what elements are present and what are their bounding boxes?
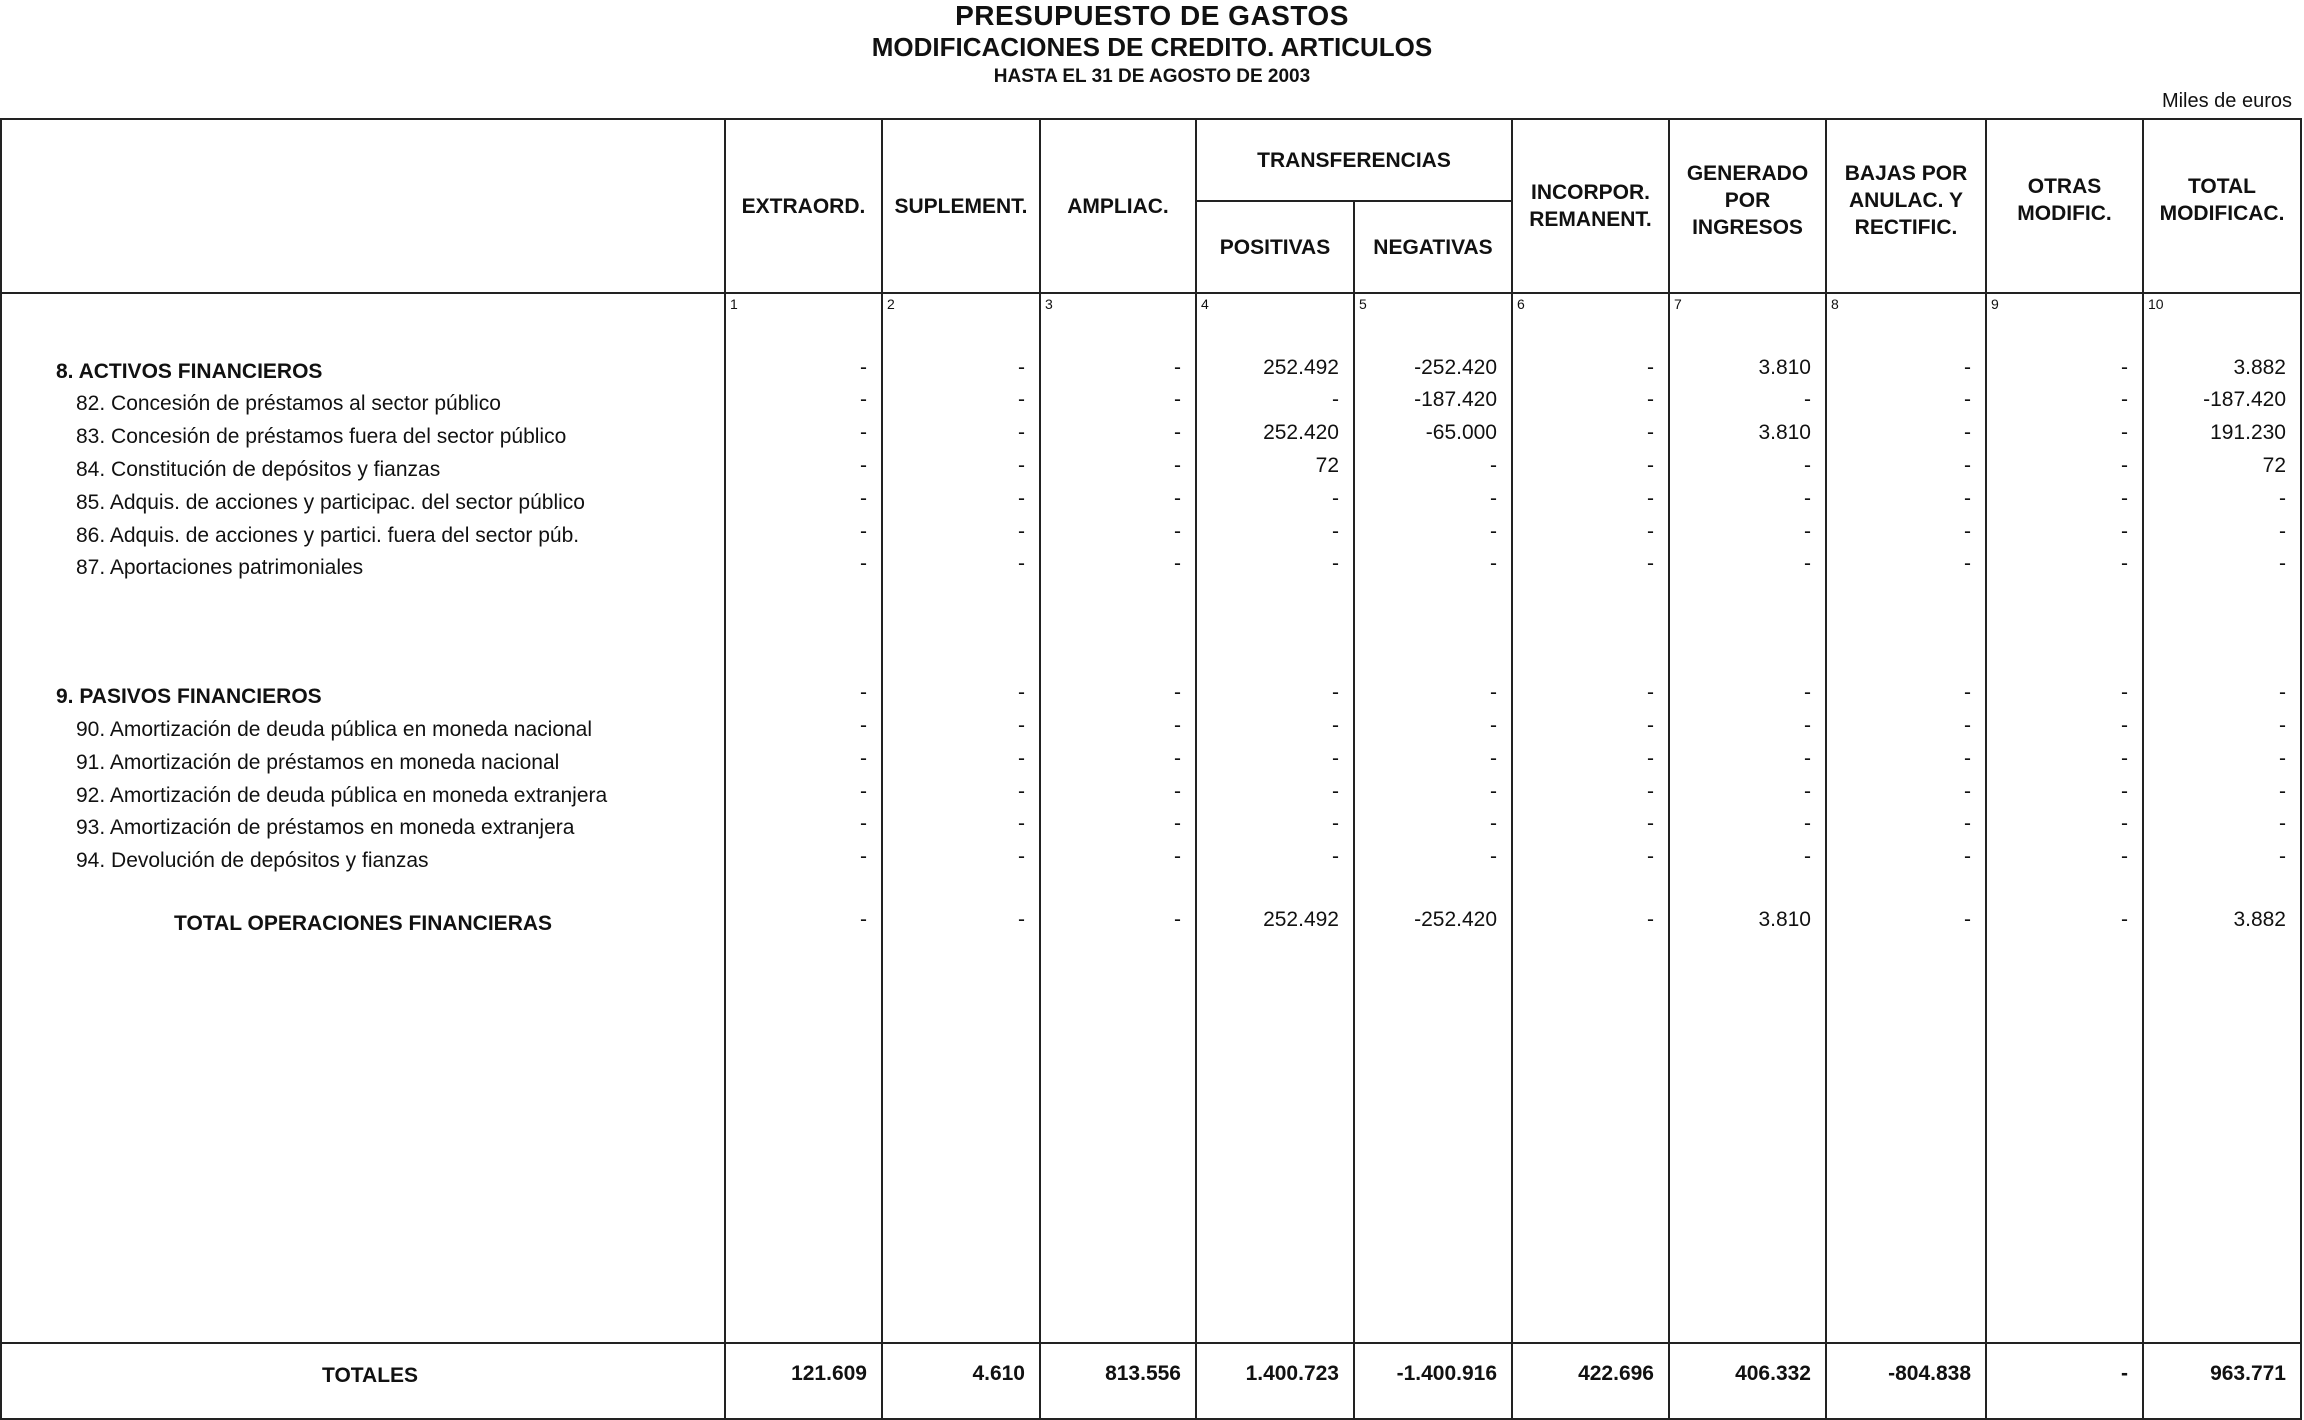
table-cell: - [860,421,867,444]
col-header-transferencias: TRANSFERENCIAS [1257,148,1451,172]
table-cell: - [1018,356,1025,379]
table-cell: - [1804,845,1811,868]
table-cell: - [1647,908,1654,931]
table-cell: - [1174,780,1181,803]
table-cell: - [1018,520,1025,543]
table-cell: - [1332,845,1339,868]
col-header-ampliac: AMPLIAC. [1067,194,1169,218]
table-cell: - [1647,812,1654,835]
row-label: 8. ACTIVOS FINANCIEROS [56,360,323,383]
table-cell: - [1174,454,1181,477]
table-cell: - [860,747,867,770]
row-label: 92. Amortización de deuda pública en moneda extranjera [76,784,608,807]
table-cell: - [1647,356,1654,379]
table-cell: - [1647,520,1654,543]
table-cell: - [2121,487,2128,510]
row-label: TOTAL OPERACIONES FINANCIERAS [174,912,553,935]
table-cell: - [1804,681,1811,704]
column-number: 8 [1831,296,1839,312]
totals-cell: 4.610 [972,1362,1025,1385]
col-header-bajas: BAJAS POR ANULAC. Y RECTIFIC. [1844,161,1968,239]
table-cell: -187.420 [2203,388,2286,411]
column-number: 1 [730,296,738,312]
table-cell: - [1174,487,1181,510]
table-cell: - [1490,454,1497,477]
column-number: 4 [1201,296,1209,312]
header-bottom-line [2,292,2300,294]
table-cell: - [860,780,867,803]
table-cell: - [1964,356,1971,379]
table-cell: - [1647,388,1654,411]
report-subtitle: MODIFICACIONES DE CREDITO. ARTICULOS [871,32,1433,62]
row-label: 93. Amortización de préstamos en moneda extranjera [76,816,575,839]
column-number: 3 [1045,296,1053,312]
table-cell: - [2121,780,2128,803]
table-cell: 3.810 [1758,908,1811,931]
column-number: 6 [1517,296,1525,312]
table-cell: - [2279,681,2286,704]
table-cell: - [860,454,867,477]
table-cell: - [1018,487,1025,510]
table-cell: - [1964,714,1971,737]
totals-cell: - [2121,1362,2128,1385]
table-cell: - [1804,388,1811,411]
totals-cell: -1.400.916 [1396,1362,1497,1385]
table-cell: - [1964,908,1971,931]
table-cell: - [1018,747,1025,770]
table-cell: - [1018,780,1025,803]
table-cell: - [1332,747,1339,770]
table-cell: - [1490,520,1497,543]
table-cell: - [1647,747,1654,770]
table-cell: - [1174,714,1181,737]
row-label: 84. Constitución de depósitos y fianzas [76,458,441,481]
table-cell: - [1174,520,1181,543]
table-cell: -252.420 [1414,356,1497,379]
table-cell: - [1964,845,1971,868]
col-divider [1353,200,1355,1418]
table-cell: - [2279,780,2286,803]
table-cell: - [1018,812,1025,835]
table-cell: - [2121,356,2128,379]
table-cell: 3.810 [1758,421,1811,444]
col-divider [724,120,726,1418]
col-header-otras: OTRAS MODIFIC. [2017,175,2112,225]
table-cell: - [1332,388,1339,411]
table-cell: - [2121,681,2128,704]
table-cell: - [860,845,867,868]
table-cell: - [1174,812,1181,835]
table-cell: - [2121,747,2128,770]
row-label: 82. Concesión de préstamos al sector público [76,392,501,415]
row-label: 83. Concesión de préstamos fuera del sector público [76,425,567,448]
table-cell: - [1174,388,1181,411]
table-cell: - [1332,520,1339,543]
units-label: Miles de euros [2161,90,2292,112]
table-cell: 191.230 [2210,421,2286,444]
table-cell: - [860,388,867,411]
table-cell: - [2279,714,2286,737]
table-cell: - [1647,681,1654,704]
table-cell: - [1174,356,1181,379]
col-header-suplement: SUPLEMENT. [894,194,1028,218]
table-cell: - [1647,845,1654,868]
table-cell: 252.492 [1263,908,1339,931]
table-cell: - [1804,552,1811,575]
table-cell: - [1018,714,1025,737]
table-cell: - [1174,845,1181,868]
table-cell: - [1490,845,1497,868]
table-cell: - [1647,487,1654,510]
table-cell: - [1964,487,1971,510]
table-cell: - [1490,780,1497,803]
table-cell: - [1332,552,1339,575]
table-cell: - [1647,780,1654,803]
col-header-incorpor: INCORPOR. REMANENT. [1529,181,1652,231]
col-header-total: TOTAL MODIFICAC. [2159,175,2285,225]
table-cell: - [1332,487,1339,510]
table-cell: - [1964,812,1971,835]
table-cell: - [1490,812,1497,835]
table-cell: - [1332,780,1339,803]
table-cell: - [1018,845,1025,868]
totals-cell: 813.556 [1105,1362,1181,1385]
table-cell: - [1018,552,1025,575]
table-cell: - [1018,421,1025,444]
col-header-generado: GENERADO POR INGRESOS [1686,161,1809,239]
col-header-positivas: POSITIVAS [1219,235,1331,259]
table-cell: - [860,812,867,835]
col-divider [1039,120,1041,1418]
row-label: 86. Adquis. de acciones y partici. fuera del sector púb. [76,524,580,547]
table-cell: - [2121,714,2128,737]
table-cell: - [2121,520,2128,543]
col-divider [1511,120,1513,1418]
table-cell: - [1174,421,1181,444]
col-header-extraord: EXTRAORD. [741,194,866,218]
table-cell: - [2279,747,2286,770]
column-number: 7 [1674,296,1682,312]
table-cell: 3.882 [2233,356,2286,379]
table-cell: - [1964,681,1971,704]
row-label: 91. Amortización de préstamos en moneda nacional [76,751,560,774]
table-cell: - [1018,908,1025,931]
totals-cell: 422.696 [1578,1362,1654,1385]
table-cell: - [1018,454,1025,477]
table-cell: - [1964,747,1971,770]
table-cell: - [2279,845,2286,868]
table-cell: - [2279,812,2286,835]
table-cell: - [1804,487,1811,510]
table-cell: - [2279,520,2286,543]
table-cell: - [1804,747,1811,770]
table-cell: - [1804,780,1811,803]
table-cell: - [1174,908,1181,931]
row-label: 90. Amortización de deuda pública en moneda nacional [76,718,593,741]
table-cell: - [1174,681,1181,704]
table-cell: - [2121,552,2128,575]
table-cell: - [1647,714,1654,737]
totals-cell: 121.609 [791,1362,867,1385]
table-cell: - [1018,388,1025,411]
table-cell: - [2121,845,2128,868]
totals-cell: 1.400.723 [1245,1362,1339,1385]
table-cell: 252.420 [1263,421,1339,444]
column-number: 9 [1991,296,1999,312]
table-cell: - [860,356,867,379]
table-cell: - [1804,454,1811,477]
row-label: 87. Aportaciones patrimoniales [76,556,364,579]
table-cell: - [2279,552,2286,575]
table-cell: - [860,487,867,510]
budget-table [0,118,2302,1420]
table-cell: - [1804,812,1811,835]
table-cell: - [1964,421,1971,444]
col-divider [881,120,883,1418]
table-cell: - [1490,552,1497,575]
table-cell: - [860,908,867,931]
table-cell: - [860,681,867,704]
table-cell: - [1964,520,1971,543]
col-divider [1195,120,1197,1418]
table-cell: - [1490,714,1497,737]
table-cell: - [1174,747,1181,770]
table-cell: - [2121,388,2128,411]
table-cell: - [2121,454,2128,477]
table-cell: - [1174,552,1181,575]
table-cell: -252.420 [1414,908,1497,931]
table-cell: - [1804,714,1811,737]
row-label: 94. Devolución de depósitos y fianzas [76,849,429,872]
column-number: 5 [1359,296,1367,312]
totals-cell: 963.771 [2210,1362,2286,1385]
col-divider [1668,120,1670,1418]
table-cell: -187.420 [1414,388,1497,411]
table-cell: - [1964,780,1971,803]
col-divider [1985,120,1987,1418]
table-cell: - [1332,681,1339,704]
table-cell: - [860,714,867,737]
table-cell: - [2279,487,2286,510]
table-cell: - [1964,388,1971,411]
table-cell: - [1490,487,1497,510]
row-label: 9. PASIVOS FINANCIEROS [56,685,322,708]
table-cell: - [1018,681,1025,704]
table-cell: - [1490,681,1497,704]
table-cell: - [1964,454,1971,477]
totals-label: TOTALES [322,1364,419,1387]
table-cell: 3.882 [2233,908,2286,931]
table-cell: - [1647,421,1654,444]
table-cell: - [2121,908,2128,931]
report-period: HASTA EL 31 DE AGOSTO DE 2003 [993,66,1311,87]
table-cell: 72 [2262,454,2286,477]
table-cell: - [860,552,867,575]
table-cell: - [2121,421,2128,444]
table-cell: 3.810 [1758,356,1811,379]
table-cell: - [1332,812,1339,835]
totals-top-line [2,1342,2300,1344]
table-cell: - [1647,454,1654,477]
table-cell: - [1490,747,1497,770]
row-label: 85. Adquis. de acciones y participac. del sector público [76,491,585,514]
table-cell: - [1647,552,1654,575]
table-cell: 252.492 [1263,356,1339,379]
table-cell: -65.000 [1425,421,1497,444]
col-header-negativas: NEGATIVAS [1373,235,1493,259]
report-title: PRESUPUESTO DE GASTOS [955,0,1349,31]
totals-cell: 406.332 [1735,1362,1811,1385]
col-divider [2142,120,2144,1418]
column-number: 2 [887,296,895,312]
col-divider [1825,120,1827,1418]
table-cell: - [1804,520,1811,543]
table-cell: - [1332,714,1339,737]
totals-cell: -804.838 [1888,1362,1971,1385]
column-number: 10 [2148,296,2164,312]
table-cell: - [1964,552,1971,575]
table-cell: - [2121,812,2128,835]
table-cell: 72 [1315,454,1339,477]
table-cell: - [860,520,867,543]
